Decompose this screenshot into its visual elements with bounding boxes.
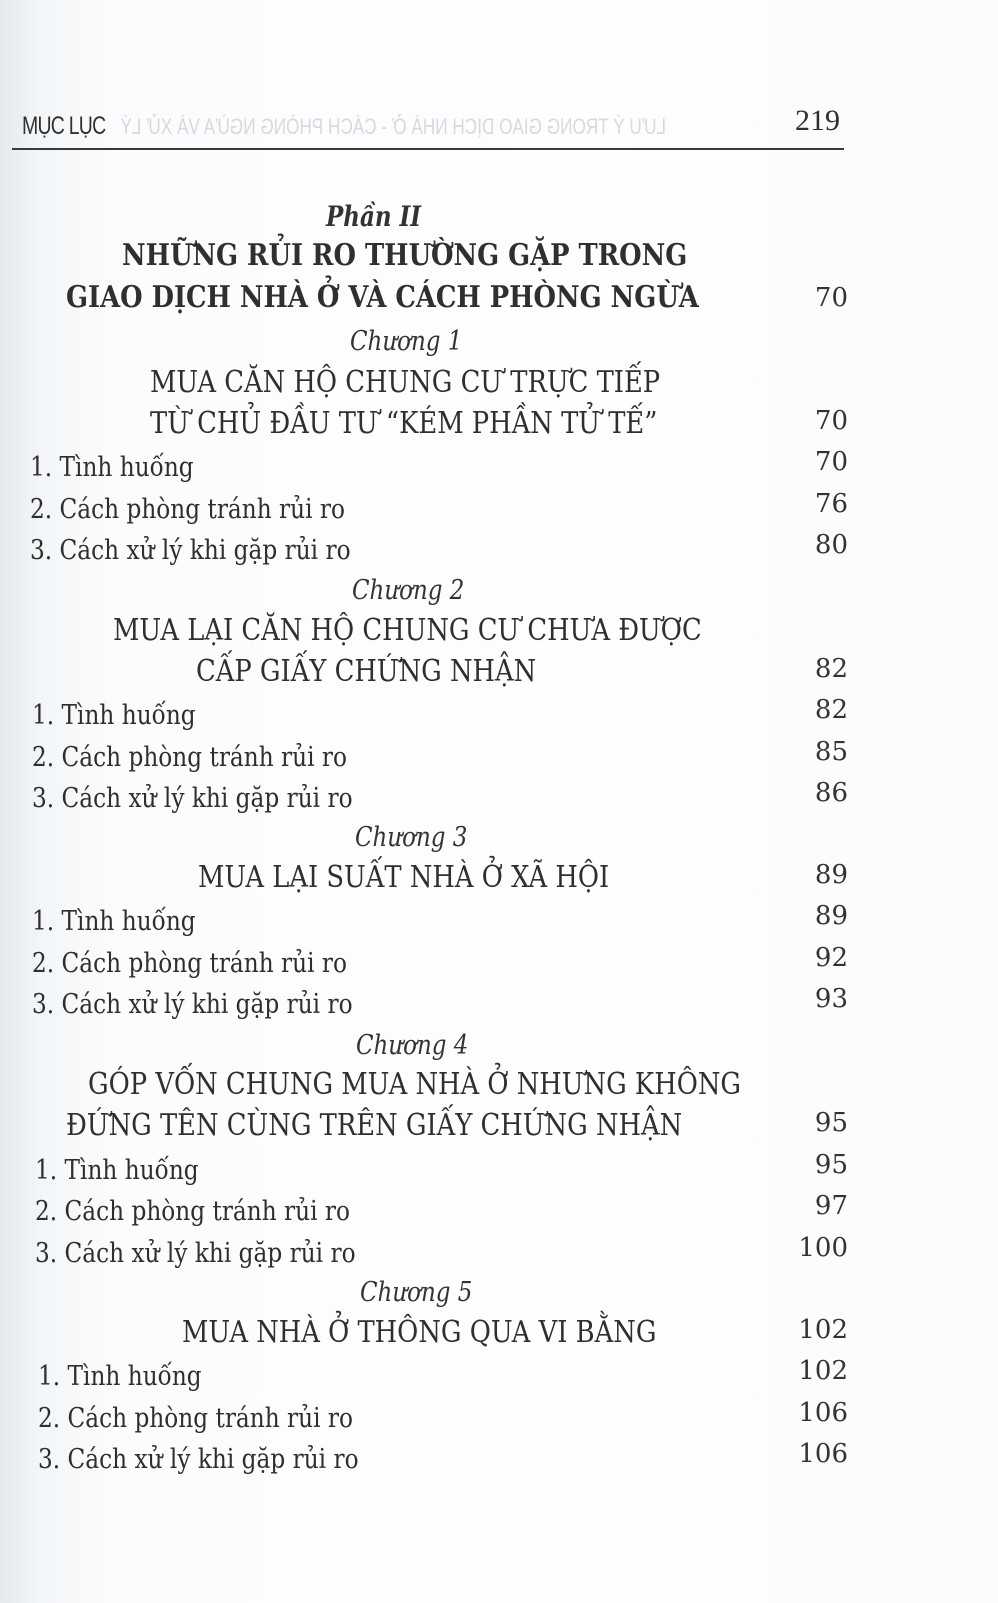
toc-entry-page: 106 — [798, 1398, 848, 1428]
toc-entry-page: 80 — [814, 530, 848, 560]
toc-entry-page: 86 — [814, 778, 848, 808]
toc-entry: 1. Tình huống — [32, 700, 196, 731]
toc-entry-page: 95 — [814, 1150, 848, 1180]
chapter-label: Chương 3 — [355, 822, 468, 853]
chapter-page: 102 — [798, 1315, 848, 1345]
toc-entry: 2. Cách phòng tránh rủi ro — [30, 494, 346, 525]
toc-entry: 3. Cách xử lý khi gặp rủi ro — [30, 535, 351, 566]
toc-entry-page: 85 — [814, 737, 848, 767]
toc-entry: 3. Cách xử lý khi gặp rủi ro — [32, 989, 353, 1020]
chapter-title-line1: MUA CĂN HỘ CHUNG CƯ TRỰC TIẾP — [150, 365, 661, 400]
toc-entry: 2. Cách phòng tránh rủi ro — [35, 1196, 351, 1227]
toc-entry: 2. Cách phòng tránh rủi ro — [38, 1403, 354, 1434]
chapter-title-line2: TỪ CHỦ ĐẦU TƯ “KÉM PHẦN TỬ TẾ” — [150, 406, 658, 441]
page-number: 219 — [795, 104, 840, 137]
chapter-page: 95 — [814, 1108, 848, 1138]
toc-entry-page: 102 — [798, 1356, 848, 1386]
toc-entry: 1. Tình huống — [35, 1155, 199, 1186]
toc-entry-page: 97 — [814, 1191, 848, 1221]
chapter-title-line1: MUA LẠI SUẤT NHÀ Ở XÃ HỘI — [198, 860, 610, 895]
toc-entry: 1. Tình huống — [32, 906, 196, 937]
chapter-title-line1: GÓP VỐN CHUNG MUA NHÀ Ở NHƯNG KHÔNG — [88, 1067, 742, 1102]
chapter-label: Chương 2 — [352, 575, 465, 606]
chapter-title-line2: ĐỨNG TÊN CÙNG TRÊN GIẤY CHỨNG NHẬN — [66, 1108, 683, 1143]
toc-entry: 3. Cách xử lý khi gặp rủi ro — [35, 1238, 356, 1269]
toc-entry: 2. Cách phòng tránh rủi ro — [32, 948, 348, 979]
chapter-title-line1: MUA NHÀ Ở THÔNG QUA VI BẰNG — [182, 1315, 657, 1350]
section-title: MỤC LỤC — [22, 112, 106, 140]
bleed-through-text: LƯU Ý TRONG GIAO DỊCH NHÀ Ở - CÁCH PHÒNG NGỪA VÀ XỬ LÝ — [120, 114, 666, 139]
part-title-line1: NHỮNG RỦI RO THƯỜNG GẶP TRONG — [122, 238, 688, 273]
chapter-title-line1: MUA LẠI CĂN HỘ CHUNG CƯ CHƯA ĐƯỢC — [113, 613, 702, 648]
toc-entry-page: 106 — [798, 1439, 848, 1469]
toc-entry-page: 93 — [814, 984, 848, 1014]
toc-entry: 3. Cách xử lý khi gặp rủi ro — [32, 783, 353, 814]
chapter-page: 70 — [814, 406, 848, 436]
part-title-line2: GIAO DỊCH NHÀ Ở VÀ CÁCH PHÒNG NGỪA — [66, 280, 699, 315]
chapter-label: Chương 5 — [360, 1277, 473, 1308]
toc-entry-page: 82 — [814, 695, 848, 725]
toc-entry: 1. Tình huống — [30, 452, 194, 483]
toc-entry: 2. Cách phòng tránh rủi ro — [32, 742, 348, 773]
part-page: 70 — [814, 283, 848, 313]
chapter-label: Chương 1 — [350, 326, 463, 357]
chapter-label: Chương 4 — [356, 1030, 469, 1061]
toc-entry: 3. Cách xử lý khi gặp rủi ro — [38, 1444, 359, 1475]
running-header — [12, 104, 844, 150]
toc-entry: 1. Tình huống — [38, 1361, 202, 1392]
chapter-page: 82 — [814, 654, 848, 684]
chapter-page: 89 — [814, 860, 848, 890]
toc-entry-page: 92 — [814, 943, 848, 973]
toc-entry-page: 70 — [814, 447, 848, 477]
toc-entry-page: 100 — [798, 1233, 848, 1263]
toc-entry-page: 89 — [814, 901, 848, 931]
part-label: Phần II — [326, 200, 422, 233]
toc-entry-page: 76 — [814, 489, 848, 519]
chapter-title-line2: CẤP GIẤY CHỨNG NHẬN — [196, 654, 537, 689]
